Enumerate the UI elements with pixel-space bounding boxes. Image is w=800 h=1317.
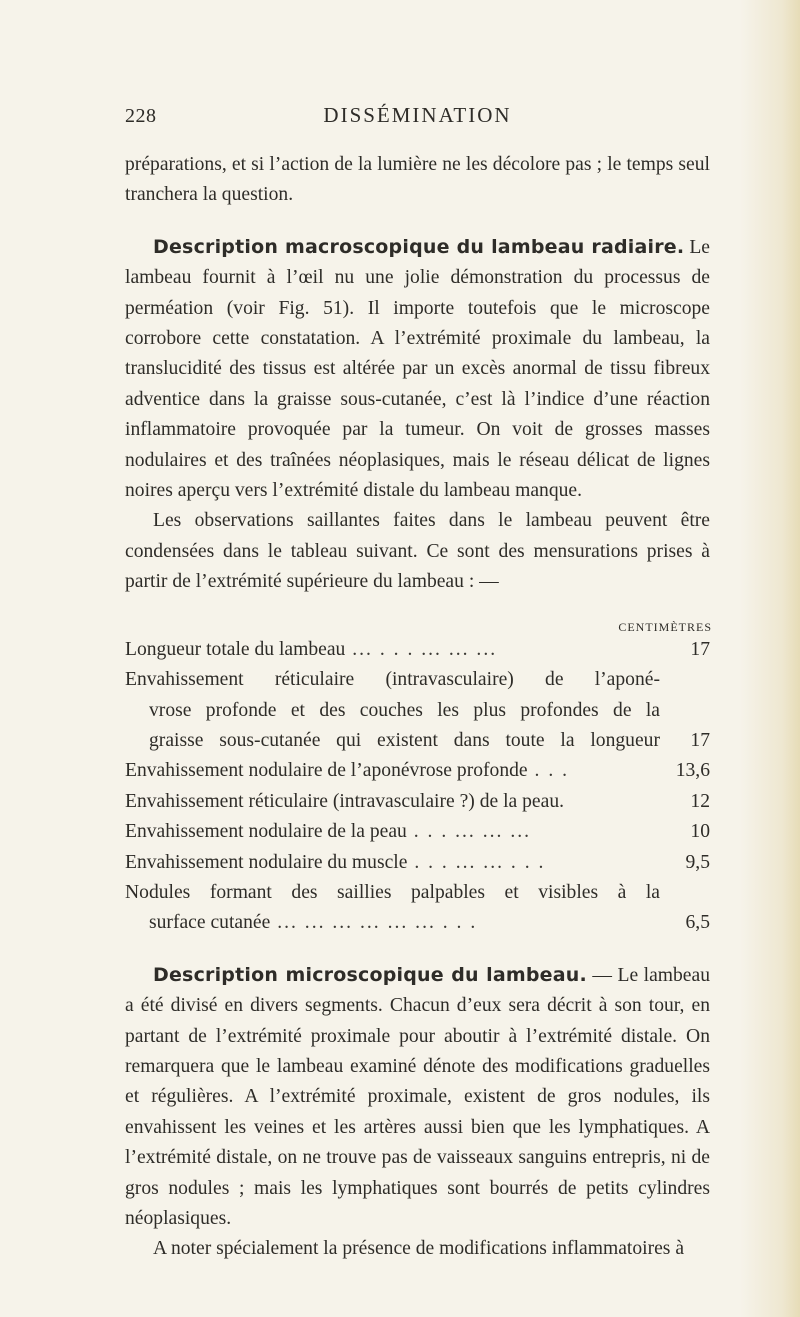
table-row-value: 17 xyxy=(690,638,710,660)
section-heading-macroscopic: Description macroscopique du lambeau radiaire. xyxy=(153,235,685,258)
leader-dots: . . . xyxy=(527,760,570,782)
paragraph-microscopic-text: — Le lambeau a été divisé en divers segments. Chacun d’eux sera décrit à son tour, en partant de l’extrémité proximale pour aboutir à l’extrémité distale. On remarquera que le lambeau examiné dénote des modifications graduelles et régulières. A l’extrémité proximale, existent de gros nodules, ils envahissent les veines et les artères aussi bien que les lymphatiques. A l’extrémité distale, on ne trouve pas de vaisseaux sanguins entrepris, ni de gros nodules ; mais les lymphatiques sont bourrés de petits cylindres néoplasiques. xyxy=(125,964,710,1229)
leader-dots: ... . . . ... ... ... xyxy=(345,638,498,660)
table-row-label: surface cutanée xyxy=(149,912,271,934)
table-row-value: 13,6 xyxy=(675,760,710,782)
table-row-label: Envahissement nodulaire de l’aponévrose profonde xyxy=(125,760,528,782)
table-row-value: 17 xyxy=(690,729,710,751)
table-row-label: Envahissement nodulaire de la peau xyxy=(125,821,407,843)
paragraph-macroscopic-text: Le lambeau fournit à l’œil nu une jolie démonstration du processus de perméation (voir Fig. 51). Il importe toutefois que le microscope corrobore cette constatation. A l’extrémité proximale du lambeau, la translucidité des tissus est altérée par un excès anormal de tissu fibreux adventice dans la graisse sous-cutanée, c’est là l’indice d’une réaction inflammatoire provoquée par la tumeur. On voit de grosses masses nodulaires et des traînées néoplasiques, mais le réseau délicat de lignes noires aperçu vers l’extrémité distale du lambeau manque. xyxy=(125,236,710,502)
table-row-value: 12 xyxy=(690,790,710,812)
table-row xyxy=(125,756,710,786)
table-row-label: graisse sous-cutanée qui existent dans toute la longueur xyxy=(149,729,660,751)
paragraph-1: préparations, et si l’action de la lumière ne les décolore pas ; le temps seul tranchera la question. xyxy=(125,154,710,206)
table-row-label: Nodules formant des saillies palpables et visibles à la xyxy=(125,881,660,903)
table-row xyxy=(125,878,710,908)
measurements-table xyxy=(125,619,710,939)
paragraph-macroscopic xyxy=(125,232,710,507)
table-row xyxy=(125,726,710,756)
paragraph-final: A noter spécialement la présence de modifications inflammatoires à xyxy=(153,1238,685,1260)
section-heading-microscopic: Description microscopique du lambeau. xyxy=(153,963,587,986)
table-row-label: Envahissement nodulaire du muscle xyxy=(125,851,408,873)
table-row-label: Envahissement réticulaire (intravasculaire ?) de la peau. xyxy=(125,790,565,812)
table-row-value: 10 xyxy=(690,821,710,843)
table-row-value: 6,5 xyxy=(685,912,710,934)
paragraph-observations: Les observations saillantes faites dans le lambeau peuvent être condensées dans le tableau suivant. Ce sont des mensurations prises à partir de l’extrémité supérieure du lambeau : — xyxy=(125,510,710,593)
table-row xyxy=(125,817,710,847)
page-body xyxy=(125,150,710,1265)
table-row xyxy=(125,787,710,817)
leader-dots: ... ... ... ... ... ... . . . xyxy=(270,912,478,934)
table-row xyxy=(125,908,710,938)
table-row-value: 9,5 xyxy=(685,851,710,873)
paragraph-microscopic xyxy=(125,960,710,1235)
table-row xyxy=(125,848,710,878)
paper-edge-shading xyxy=(740,0,800,1317)
table-row-label: Envahissement réticulaire (intravasculaire) de l’aponé- xyxy=(125,669,660,691)
page-number: 228 xyxy=(125,105,157,127)
table-row xyxy=(125,635,710,665)
leader-dots: . . . ... ... ... xyxy=(406,821,532,843)
leader-dots: . . . ... ... . . . xyxy=(407,851,546,873)
table-row-label: Longueur totale du lambeau xyxy=(125,638,346,660)
table-row xyxy=(125,696,710,726)
table-row xyxy=(125,665,710,695)
table-row-label: vrose profonde et des couches les plus profondes de la xyxy=(149,699,660,721)
units-column-header: CENTIMÈTRES xyxy=(618,619,712,634)
page-header xyxy=(125,103,710,133)
running-head: DISSÉMINATION xyxy=(323,103,512,127)
